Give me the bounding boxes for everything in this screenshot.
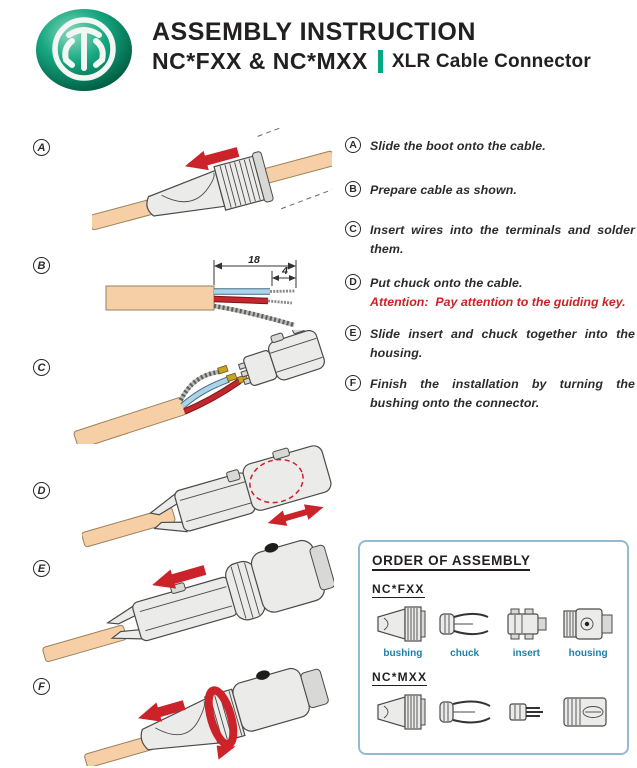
bushing-icon	[375, 690, 431, 734]
mxx-chuck-cell	[434, 690, 496, 734]
fxx-insert-cell	[496, 602, 558, 659]
instruction-a	[345, 137, 635, 156]
instruction-b	[345, 181, 635, 200]
series-mxx-label: NC*MXX	[372, 670, 428, 684]
mxx-parts-row	[372, 690, 619, 734]
instruction-b-text: Prepare cable as shown.	[370, 183, 517, 197]
diagram-label-d: D	[33, 482, 50, 499]
step-c-illustration	[72, 330, 334, 444]
chuck-icon	[437, 690, 493, 734]
instruction-e-text: Slide insert and chuck together into the housing.	[370, 327, 635, 361]
fxx-parts-row	[372, 602, 619, 659]
diagram-label-f: F	[33, 678, 50, 695]
bushing-icon	[375, 602, 431, 646]
svg-text:18: 18	[248, 254, 260, 266]
fxx-bushing-cell	[372, 602, 434, 659]
product-name: XLR Cable Connector	[391, 50, 591, 72]
step-b-illustration	[98, 252, 335, 334]
series-fxx-label: NC*FXX	[372, 582, 425, 596]
instruction-d-badge: D	[345, 274, 361, 290]
instruction-f-badge: F	[345, 375, 361, 391]
step-e-illustration	[42, 532, 334, 664]
neutrik-logo	[33, 8, 135, 92]
order-box-title: ORDER OF ASSEMBLY	[372, 553, 530, 571]
cable-jacket	[106, 286, 214, 310]
turn-bushing-drawing	[82, 655, 336, 766]
housing-label: housing	[568, 648, 608, 659]
order-of-assembly-box	[358, 540, 629, 755]
insert-label: insert	[512, 648, 540, 659]
housing-body	[231, 666, 312, 733]
instruction-c-text: Insert wires into the terminals and solder them.	[370, 223, 635, 257]
instruction-a-badge: A	[345, 137, 361, 153]
model-names: NC*FXX & NC*MXX	[152, 48, 368, 74]
diagram-label-b: B	[33, 257, 50, 274]
instruction-b-badge: B	[345, 181, 361, 197]
instruction-f-text: Finish the installation by turning the bushing onto the connector.	[370, 377, 635, 411]
boot	[143, 171, 225, 226]
attention-note: Attention: Pay attention to the guiding key.	[370, 295, 626, 310]
mxx-bushing-cell	[372, 690, 434, 734]
instruction-c	[345, 221, 635, 259]
chuck-icon	[437, 602, 493, 646]
solder-wires-drawing	[72, 330, 327, 444]
step-f-illustration	[82, 648, 338, 766]
diagram-label-c: C	[33, 359, 50, 376]
boot-on-cable-drawing	[92, 128, 332, 250]
instruction-e	[345, 325, 635, 363]
bushing-label: bushing	[383, 648, 423, 659]
fxx-chuck-cell	[434, 602, 496, 659]
instruction-d	[345, 274, 635, 312]
instruction-f	[345, 375, 635, 413]
insert-icon	[498, 602, 554, 646]
diagram-label-e: E	[33, 560, 50, 577]
subtitle-divider-bar	[378, 50, 383, 73]
insert-icon-male	[498, 690, 554, 734]
instruction-e-badge: E	[345, 325, 361, 341]
solder-terminal	[218, 365, 228, 373]
mxx-housing-cell	[557, 690, 619, 734]
dimension-4	[272, 265, 296, 286]
instruction-a-text: Slide the boot onto the cable.	[370, 139, 546, 153]
chuck-label: chuck	[450, 648, 480, 659]
slide-into-housing-drawing	[42, 532, 334, 664]
diagram-label-a: A	[33, 139, 50, 156]
svg-text:4: 4	[282, 265, 288, 277]
instruction-c-badge: C	[345, 221, 361, 237]
chuck-body	[173, 472, 256, 533]
bare-tip-red	[268, 301, 292, 303]
housing-icon	[560, 602, 616, 646]
red-wire	[214, 299, 268, 301]
page-subtitle	[152, 48, 591, 75]
page-title: ASSEMBLY INSTRUCTION	[152, 18, 476, 46]
fxx-housing-cell	[557, 602, 619, 659]
step-a-illustration	[92, 128, 332, 250]
bare-tip-blue	[270, 291, 295, 292]
housing-icon-male	[560, 690, 616, 734]
instruction-d-text: Put chuck onto the cable.	[370, 276, 523, 290]
mxx-insert-cell	[496, 690, 558, 734]
